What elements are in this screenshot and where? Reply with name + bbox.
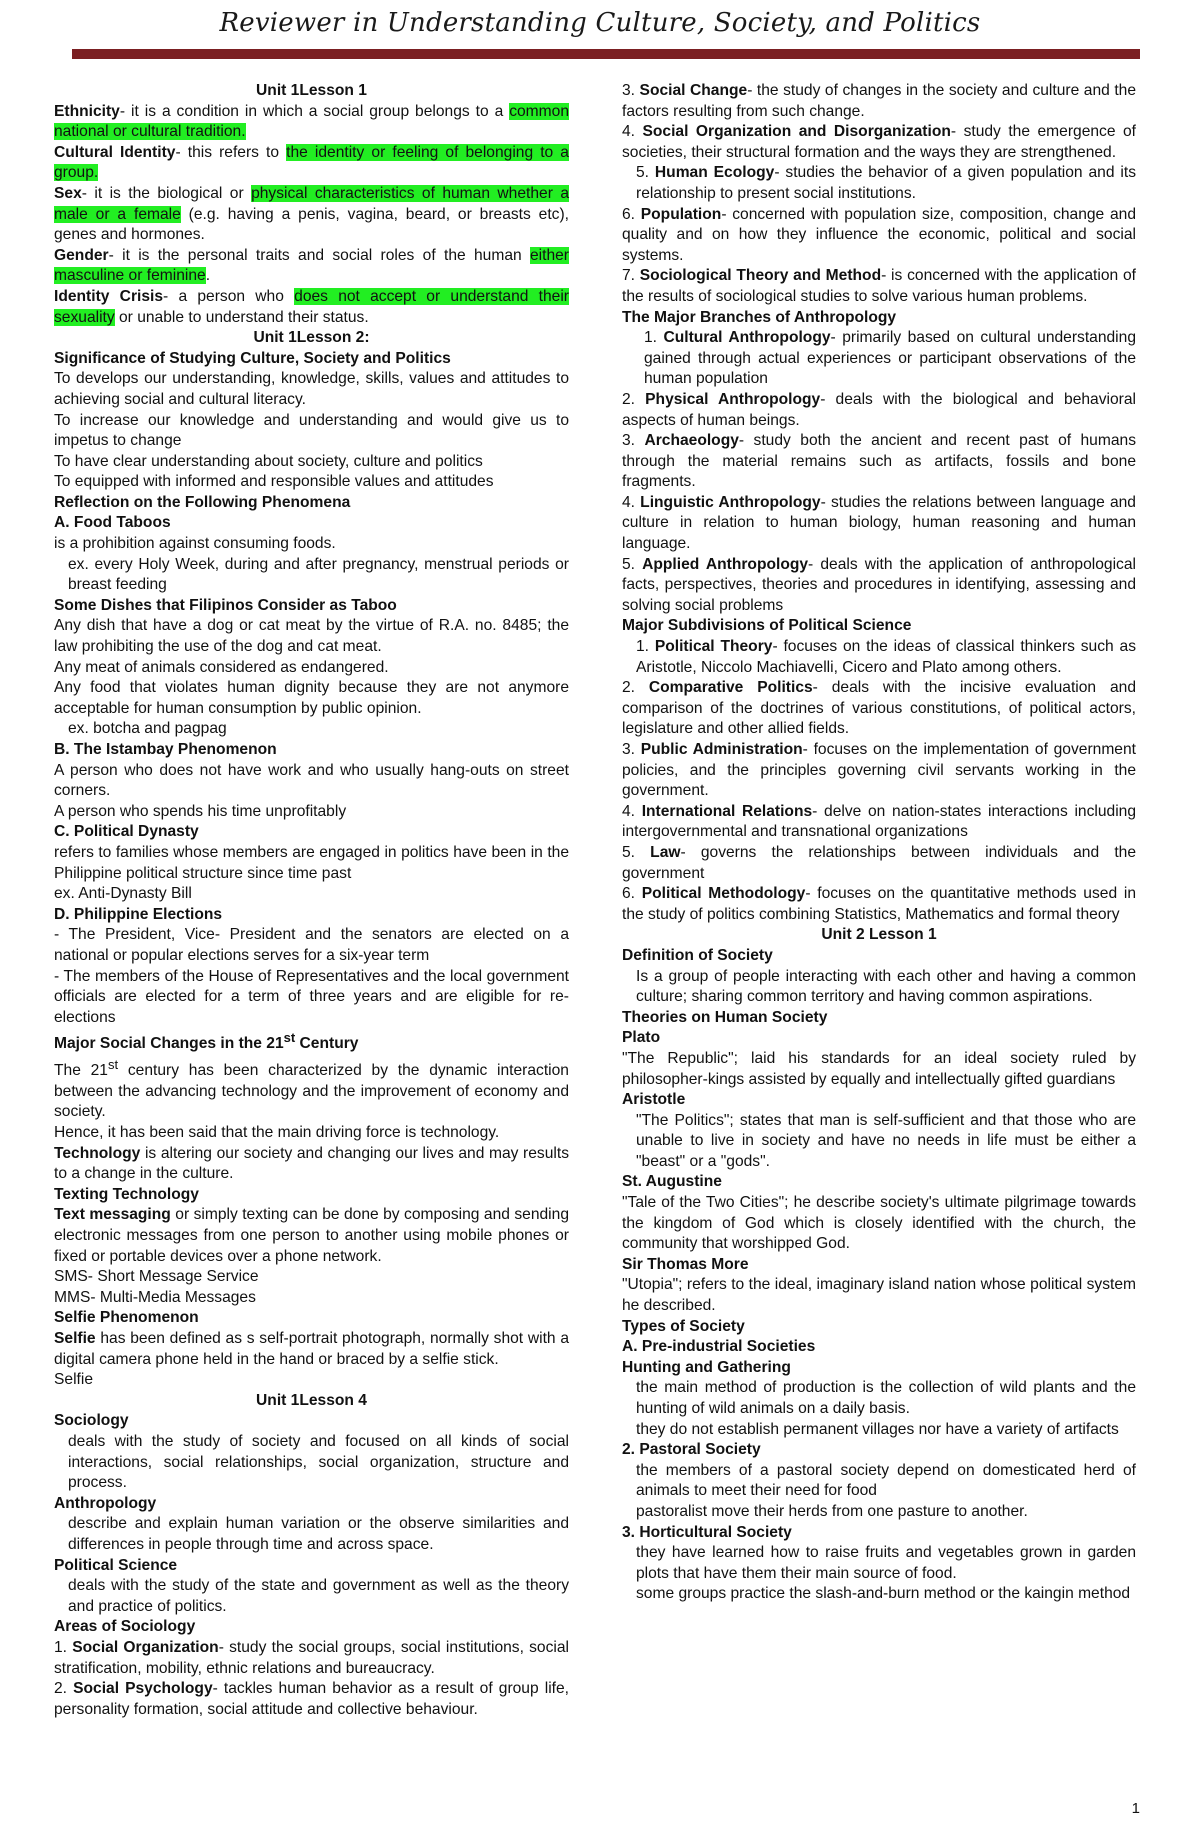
paragraph: Hence, it has been said that the main driving force is technology. [54, 1124, 500, 1142]
section-heading: Political Science [54, 1556, 178, 1574]
list-item [622, 740, 1136, 802]
section-heading: Texting Technology [54, 1185, 199, 1203]
term: Population [640, 205, 722, 223]
text: - tackles human behavior as a result of group life, personality formation, social attitude and collective behaviour. [54, 1680, 569, 1718]
paragraph: SMS- Short Message Service [54, 1268, 259, 1286]
paragraph: "Tale of the Two Cities"; he describe society's ultimate pilgrimage towards the kingdom of God which is closely identified with the church, the community that worshipped God. [622, 1194, 1136, 1253]
unit-heading: Unit 2 Lesson 1 [821, 926, 937, 944]
term: Archaeology [644, 432, 739, 450]
list-number: 2. [622, 679, 649, 697]
example-text: ex. Anti-Dynasty Bill [54, 885, 192, 903]
paragraph: is a prohibition against consuming foods. [54, 535, 336, 553]
text: - a person who [163, 287, 295, 305]
paragraph: Is a group of people interacting with each other and having a common culture; sharing common territory and having common aspirations. [636, 967, 1136, 1006]
term: Political Methodology [641, 885, 806, 903]
term: Cultural Anthropology [663, 329, 831, 347]
list-item [622, 884, 1136, 925]
text: - focuses on the implementation of government policies, and the principles governing civil servants working in the government. [622, 741, 1136, 800]
text: - it is a condition in which a social group belongs to a [119, 102, 510, 120]
unit-heading: Unit 1Lesson 4 [256, 1391, 367, 1409]
section-heading: Definition of Society [622, 946, 773, 964]
subsection-heading: D. Philippine Elections [54, 905, 223, 923]
paragraph: refers to families whose members are engaged in politics have been in the Philippine political structure since time past [54, 843, 569, 882]
paragraph: describe and explain human variation or the observe similarities and differences in people through time and across space. [68, 1515, 569, 1553]
term: International Relations [641, 802, 813, 820]
subsection-heading: St. Augustine [622, 1173, 722, 1191]
term: Sociological Theory and Method [639, 267, 882, 285]
list-item [622, 431, 1136, 493]
list-item [54, 1679, 569, 1720]
section-heading: Areas of Sociology [54, 1618, 196, 1636]
text: is altering our society and changing our lives and may results to a change in the culture. [54, 1144, 569, 1183]
definition-text-messaging [54, 1205, 569, 1267]
section-heading: Selfie Phenomenon [54, 1309, 199, 1327]
definition-sex [54, 184, 569, 246]
unit-heading: Unit 1Lesson 2: [253, 329, 370, 347]
subsection-heading: Hunting and Gathering [622, 1358, 791, 1376]
section-heading [54, 1028, 569, 1055]
superscript: st [283, 1030, 296, 1046]
term: Human Ecology [654, 164, 775, 182]
subsection-heading: A. Pre-industrial Societies [622, 1338, 816, 1356]
paragraph: To equipped with informed and responsible values and attitudes [54, 473, 494, 491]
text: - deals with the application of anthropological facts, perspectives, theories and procedures in identifying, assessing and solving social problems [622, 555, 1136, 614]
subsection-heading: C. Political Dynasty [54, 823, 199, 841]
term: Social Change [639, 82, 748, 99]
definition-gender [54, 246, 569, 287]
term: Applied Anthropology [642, 555, 809, 573]
paragraph: Selfie [54, 1371, 94, 1389]
paragraph: the members of a pastoral society depend on domesticated herd of animals to meet their need for food [636, 1461, 1136, 1500]
section-heading: Reflection on the Following Phenomena [54, 493, 351, 511]
text: - study the emergence of societies, their structural formation and the ways they are strengthened. [622, 123, 1136, 161]
definition-cultural-identity [54, 143, 569, 184]
list-item [622, 843, 1136, 884]
list-item [622, 555, 1136, 617]
definition-ethnicity [54, 102, 569, 143]
paragraph: A person who does not have work and who usually hang-outs on street corners. [54, 761, 569, 800]
highlighted-text: either masculine or feminine [54, 246, 569, 285]
list-number: 1. [54, 1638, 73, 1656]
text: - is concerned with the application of the results of sociological studies to solve various human problems. [622, 267, 1136, 305]
list-number: 5. [622, 843, 651, 861]
paragraph [54, 1055, 569, 1123]
term: Linguistic Anthropology [640, 493, 821, 511]
section-heading: Some Dishes that Filipinos Consider as Taboo [54, 596, 397, 614]
page-number: 1 [1131, 1800, 1140, 1817]
list-number: 3. [622, 741, 641, 758]
list-item [622, 328, 1136, 390]
section-heading: Theories on Human Society [622, 1008, 828, 1026]
paragraph: To increase our knowledge and understanding and would give us to impetus to change [54, 411, 569, 450]
list-item [622, 163, 1136, 204]
term: Physical Anthropology [645, 390, 821, 408]
header-rule [72, 49, 1140, 59]
term: Law [650, 843, 681, 861]
list-item [622, 802, 1136, 843]
term: Political Theory [654, 638, 773, 656]
superscript: st [107, 1057, 119, 1073]
term: Social Organization and Disorganization [642, 123, 951, 141]
paragraph: To have clear understanding about society, culture and politics [54, 452, 483, 470]
heading-text: Major Social Changes in the 21 [54, 1035, 284, 1053]
subsection-heading: 3. Horticultural Society [622, 1523, 792, 1541]
term: Social Psychology [73, 1680, 213, 1698]
list-item [622, 637, 1136, 678]
right-column [622, 81, 1136, 1605]
list-number: 4. [622, 802, 642, 820]
subsection-heading: Sir Thomas More [622, 1255, 749, 1273]
section-heading: Anthropology [54, 1494, 157, 1512]
list-number: 4. [622, 123, 643, 141]
highlighted-text: physical characteristics of human whether a male or a female [54, 184, 569, 223]
text: - deals with the incisive evaluation and comparison of the doctrines of various constitutions, of political actors, legislature and other allied fields. [622, 679, 1136, 738]
list-item [622, 390, 1136, 431]
term: Identity Crisis [54, 287, 164, 305]
list-number: 4. [622, 493, 641, 511]
list-item [622, 678, 1136, 740]
term: Cultural Identity [54, 143, 176, 161]
paragraph: Any meat of animals considered as endangered. [54, 658, 389, 676]
section-heading: The Major Branches of Anthropology [622, 308, 897, 326]
paragraph: they do not establish permanent villages nor have a variety of artifacts [636, 1420, 1119, 1438]
text: The 21 [54, 1062, 108, 1080]
paragraph: A person who spends his time unprofitably [54, 802, 347, 820]
paragraph: they have learned how to raise fruits and vegetables grown in garden plots that have them their main source of food. [636, 1544, 1136, 1582]
list-number: 2. [54, 1680, 74, 1698]
text: - focuses on the ideas of classical thinkers such as Aristotle, Niccolo Machiavelli, Cicero and Plato among others. [636, 638, 1136, 676]
paragraph: deals with the study of society and focused on all kinds of social interactions, social relationships, social organization, structure and process. [68, 1432, 569, 1492]
text: or simply texting can be done by composing and sending electronic messages from one person to another using mobile phones or fixed or portable devices over a phone network. [54, 1206, 569, 1265]
heading-text: Century [295, 1035, 359, 1053]
list-number: 1. [636, 638, 655, 656]
text: - concerned with population size, composition, change and quality and on how they influence the economic, political and social systems. [622, 205, 1136, 264]
list-item [54, 1638, 569, 1679]
paragraph: - The President, Vice- President and the senators are elected on a national or popular elections serves for a six-year term [54, 926, 569, 964]
list-number: 3. [622, 432, 645, 450]
text: or unable to understand their status. [114, 308, 369, 326]
list-number: 3. [622, 82, 640, 99]
text: - focuses on the quantitative methods used in the study of politics combining Statistics, Mathematics and formal theory [622, 885, 1136, 923]
text: - studies the relations between language and culture in relation to human biology, human reasoning and human language. [622, 493, 1136, 553]
paragraph: "The Politics"; states that man is self-sufficient and that those who are unable to live in society and have no needs in life must be either a "beast" or a "gods". [636, 1111, 1136, 1170]
term: Social Organization [72, 1638, 219, 1656]
page-title: Reviewer in Understanding Culture, Society, and Politics [219, 8, 981, 38]
list-item [622, 81, 1136, 122]
section-heading: Significance of Studying Culture, Society and Politics [54, 349, 451, 367]
page-header [0, 8, 1200, 38]
text: - this refers to [175, 143, 287, 161]
paragraph: the main method of production is the collection of wild plants and the hunting of wild animals on a daily basis. [636, 1379, 1136, 1417]
text: - deals with the biological and behavioral aspects of human beings. [622, 390, 1136, 429]
example-text: ex. every Holy Week, during and after pregnancy, menstrual periods or breast feeding [68, 555, 569, 594]
text: century has been characterized by the dynamic interaction between the advancing technology and the improvement of economy and society. [54, 1062, 569, 1121]
text: (e.g. having a penis, vagina, beard, or breasts etc), genes and hormones. [54, 205, 569, 244]
term: Ethnicity [54, 102, 120, 120]
term: Public Administration [640, 741, 803, 758]
section-heading: Sociology [54, 1412, 129, 1430]
list-item [622, 493, 1136, 555]
subsection-heading: 2. Pastoral Society [622, 1441, 761, 1459]
highlighted-text: does not accept or understand their sexuality [54, 287, 569, 326]
example-text: ex. botcha and pagpag [68, 720, 227, 738]
paragraph: To develops our understanding, knowledge, skills, values and attitudes to achieving social and cultural literacy. [54, 370, 569, 408]
list-number: 6. [622, 205, 641, 223]
list-number: 5. [636, 164, 655, 182]
paragraph: deals with the study of the state and government as well as the theory and practice of politics. [68, 1577, 569, 1615]
subsection-heading: B. The Istambay Phenomenon [54, 741, 277, 758]
paragraph: "Utopia"; refers to the ideal, imaginary island nation whose political system he described. [622, 1276, 1136, 1315]
term: Selfie [54, 1330, 96, 1347]
definition-technology [54, 1144, 569, 1185]
paragraph: some groups practice the slash-and-burn method or the kaingin method [636, 1585, 1131, 1603]
list-number: 2. [622, 390, 646, 408]
text: - study the social groups, social institutions, social stratification, mobility, ethnic relations and bureaucracy. [54, 1638, 570, 1677]
list-number: 7. [622, 267, 640, 285]
section-heading: Types of Society [622, 1317, 745, 1335]
term: Sex [54, 184, 82, 202]
unit-heading: Unit 1Lesson 1 [256, 82, 367, 99]
text: - governs the relationships between individuals and the government [622, 843, 1136, 882]
definition-selfie [54, 1329, 569, 1370]
definition-identity-crisis [54, 287, 569, 328]
text: - studies the behavior of a given population and its relationship to present social institutions. [636, 164, 1136, 202]
term: Comparative Politics [648, 679, 813, 697]
left-column [54, 81, 569, 1720]
subsection-heading: Aristotle [622, 1091, 686, 1109]
term: Text messaging [54, 1206, 171, 1224]
paragraph: Any food that violates human dignity because they are not anymore acceptable for human consumption by public opinion. [54, 679, 569, 717]
paragraph: - The members of the House of Representatives and the local government officials are elected for a term of three years and are eligible for re-elections [54, 967, 569, 1026]
list-item [622, 122, 1136, 163]
list-item [622, 205, 1136, 267]
text: - it is the personal traits and social roles of the human [108, 246, 530, 264]
text: has been defined as s self-portrait photograph, normally shot with a digital camera phone held in the hand or braced by a selfie stick. [54, 1330, 569, 1368]
section-heading: Major Subdivisions of Political Science [622, 617, 912, 635]
list-item [622, 266, 1136, 307]
subsection-heading: Plato [622, 1029, 661, 1047]
text: - delve on nation-states interactions including intergovernmental and transnational organizations [622, 802, 1136, 841]
highlighted-text: common national or cultural tradition. [54, 102, 569, 141]
paragraph: "The Republic"; laid his standards for an ideal society ruled by philosopher-kings assisted by equally and intellectually gifted guardians [622, 1049, 1136, 1088]
term: Gender [54, 246, 109, 264]
list-number: 6. [622, 885, 642, 903]
paragraph: pastoralist move their herds from one pasture to another. [636, 1502, 1028, 1520]
text: - study both the ancient and recent past of humans through the material remains such as artifacts, fossils and bone fragments. [622, 432, 1136, 491]
text: - primarily based on cultural understanding gained through actual experiences or participant observations of the human population [644, 329, 1136, 388]
term: Technology [54, 1144, 141, 1162]
list-number: 1. [644, 329, 664, 347]
paragraph: Any dish that have a dog or cat meat by the virtue of R.A. no. 8485; the law prohibiting the use of the dog and cat meat. [54, 617, 569, 656]
text: - it is the biological or [81, 184, 252, 202]
subsection-heading: A. Food Taboos [54, 514, 171, 532]
paragraph: MMS- Multi-Media Messages [54, 1288, 256, 1306]
text: - the study of changes in the society and culture and the factors resulting from such change. [622, 82, 1137, 120]
list-number: 5. [622, 555, 643, 573]
text: . [205, 267, 211, 285]
highlighted-text: the identity or feeling of belonging to a group. [54, 143, 569, 182]
